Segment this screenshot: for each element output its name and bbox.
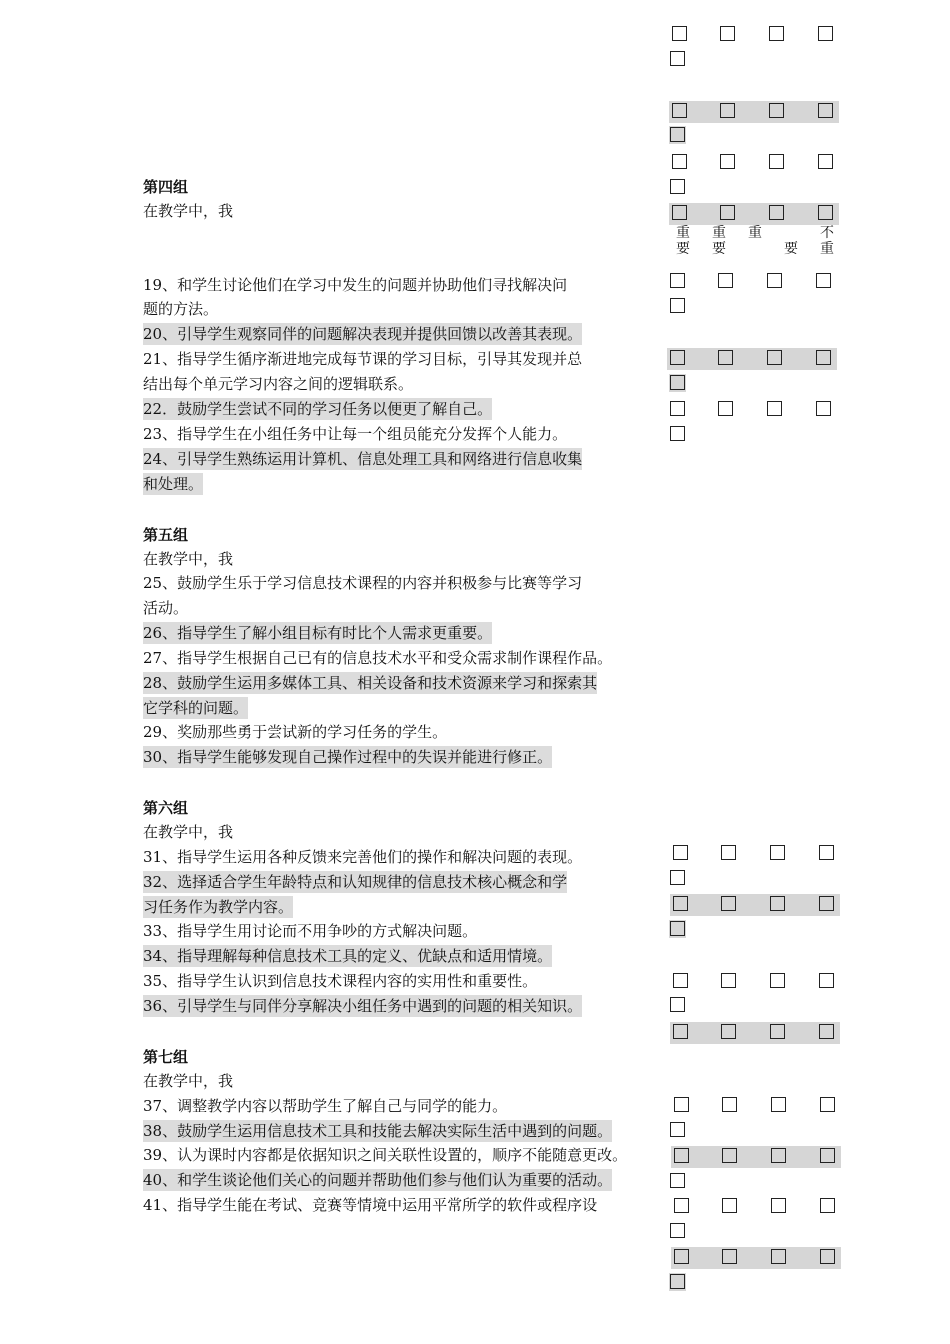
rating-row-wrapped: [669, 1121, 686, 1139]
group-7-title: 第七组: [143, 1048, 189, 1066]
rating-checkbox[interactable]: [771, 1097, 786, 1112]
scale-label: 重要: [676, 225, 690, 257]
rating-row: [669, 24, 839, 46]
question-28-cont: 它学科的问题。: [143, 699, 249, 717]
rating-row-wrapped: [669, 126, 686, 144]
rating-checkbox[interactable]: [771, 1148, 786, 1163]
group-4-title: 第四组: [143, 178, 189, 196]
rating-checkbox[interactable]: [770, 896, 785, 911]
rating-checkbox[interactable]: [816, 273, 831, 288]
question-29: 29、奖励那些勇于尝试新的学习任务的学生。: [143, 723, 448, 741]
question-33: 33、指导学生用讨论而不用争吵的方式解决问题。: [143, 922, 478, 940]
rating-checkbox[interactable]: [767, 350, 782, 365]
rating-checkbox[interactable]: [670, 997, 685, 1012]
rating-row: [669, 152, 839, 174]
rating-checkbox[interactable]: [769, 205, 784, 220]
rating-checkbox[interactable]: [820, 1148, 835, 1163]
rating-checkbox[interactable]: [670, 1122, 685, 1137]
rating-checkbox[interactable]: [672, 26, 687, 41]
group-7-prompt: 在教学中，我: [143, 1072, 234, 1090]
rating-row-wrapped: [669, 374, 686, 392]
rating-checkbox[interactable]: [673, 896, 688, 911]
question-39: 39、认为课时内容都是依据知识之间关联性设置的，顺序不能随意更改。: [143, 1146, 628, 1164]
rating-row-wrapped: [669, 1222, 686, 1240]
rating-checkbox[interactable]: [818, 103, 833, 118]
question-23: 23、指导学生在小组任务中让每一个组员能充分发挥个人能力。: [143, 425, 568, 443]
rating-checkbox[interactable]: [819, 896, 834, 911]
rating-row: [667, 348, 837, 370]
rating-row-wrapped: [669, 297, 686, 315]
rating-row-wrapped: [669, 869, 686, 887]
rating-row: [670, 843, 840, 865]
rating-checkbox[interactable]: [670, 127, 685, 142]
rating-row: [671, 1196, 841, 1218]
rating-row: [671, 1146, 841, 1168]
question-21: 21、指导学生循序渐进地完成每节课的学习目标，引导其发现并总: [143, 350, 583, 368]
rating-checkbox[interactable]: [718, 401, 733, 416]
rating-row: [669, 101, 839, 123]
question-19: 19、和学生讨论他们在学习中发生的问题并协助他们寻找解决问: [143, 276, 568, 294]
question-19-cont: 题的方法。: [143, 300, 219, 318]
rating-checkbox[interactable]: [674, 1249, 689, 1264]
rating-checkbox[interactable]: [820, 1249, 835, 1264]
rating-checkbox[interactable]: [674, 1148, 689, 1163]
question-32-cont: 习任务作为教学内容。: [143, 898, 294, 916]
rating-checkbox[interactable]: [670, 51, 685, 66]
question-37: 37、调整教学内容以帮助学生了解自己与同学的能力。: [143, 1097, 508, 1115]
scale-label: 重: [748, 225, 762, 241]
question-24-cont: 和处理。: [143, 475, 204, 493]
rating-checkbox[interactable]: [674, 1198, 689, 1213]
rating-checkbox[interactable]: [767, 273, 782, 288]
question-41: 41、指导学生能在考试、竞赛等情境中运用平常所学的软件或程序设: [143, 1196, 598, 1214]
rating-checkbox[interactable]: [816, 401, 831, 416]
rating-checkbox[interactable]: [720, 103, 735, 118]
question-24: 24、引导学生熟练运用计算机、信息处理工具和网络进行信息收集: [143, 450, 583, 468]
rating-row-wrapped: [669, 920, 686, 938]
question-30: 30、指导学生能够发现自己操作过程中的失误并能进行修正。: [143, 748, 553, 766]
rating-checkbox[interactable]: [670, 870, 685, 885]
rating-checkbox[interactable]: [670, 179, 685, 194]
rating-checkbox[interactable]: [816, 350, 831, 365]
rating-checkbox[interactable]: [720, 205, 735, 220]
question-32: 32、选择适合学生年龄特点和认知规律的信息技术核心概念和学: [143, 873, 568, 891]
rating-checkbox[interactable]: [670, 1173, 685, 1188]
question-40: 40、和学生谈论他们关心的问题并帮助他们参与他们认为重要的活动。: [143, 1171, 613, 1189]
rating-checkbox[interactable]: [819, 1024, 834, 1039]
rating-row-wrapped: [669, 178, 686, 196]
rating-row: [671, 1247, 841, 1269]
rating-checkbox[interactable]: [722, 1148, 737, 1163]
question-31: 31、指导学生运用各种反馈来完善他们的操作和解决问题的表现。: [143, 848, 583, 866]
rating-checkbox[interactable]: [819, 845, 834, 860]
question-26: 26、指导学生了解小组目标有时比个人需求更重要。: [143, 624, 493, 642]
rating-row-wrapped: [669, 425, 686, 443]
rating-checkbox[interactable]: [820, 1198, 835, 1213]
rating-checkbox[interactable]: [674, 1097, 689, 1112]
rating-checkbox[interactable]: [670, 426, 685, 441]
rating-checkbox[interactable]: [771, 1249, 786, 1264]
rating-checkbox[interactable]: [718, 350, 733, 365]
question-38: 38、鼓励学生运用信息技术工具和技能去解决实际生活中遇到的问题。: [143, 1122, 613, 1140]
rating-row-wrapped: [669, 1273, 686, 1291]
rating-checkbox[interactable]: [721, 973, 736, 988]
group-5-title: 第五组: [143, 526, 189, 544]
rating-checkbox[interactable]: [672, 154, 687, 169]
rating-checkbox[interactable]: [767, 401, 782, 416]
rating-row: [671, 1095, 841, 1117]
rating-checkbox[interactable]: [771, 1198, 786, 1213]
rating-checkbox[interactable]: [670, 921, 685, 936]
rating-checkbox[interactable]: [770, 845, 785, 860]
rating-checkbox[interactable]: [673, 1024, 688, 1039]
group-6-title: 第六组: [143, 799, 189, 817]
rating-checkbox[interactable]: [673, 973, 688, 988]
rating-row: [667, 399, 837, 421]
rating-checkbox[interactable]: [670, 1274, 685, 1289]
rating-checkbox[interactable]: [818, 26, 833, 41]
question-25: 25、鼓励学生乐于学习信息技术课程的内容并积极参与比赛等学习: [143, 574, 583, 592]
group-6-prompt: 在教学中，我: [143, 823, 234, 841]
rating-checkbox[interactable]: [722, 1097, 737, 1112]
rating-row: [667, 271, 837, 293]
rating-checkbox[interactable]: [820, 1097, 835, 1112]
rating-checkbox[interactable]: [818, 205, 833, 220]
rating-checkbox[interactable]: [670, 273, 685, 288]
rating-row: [670, 1022, 840, 1044]
rating-row: [670, 971, 840, 993]
rating-checkbox[interactable]: [769, 103, 784, 118]
group-4-prompt: 在教学中，我: [143, 202, 234, 220]
rating-checkbox[interactable]: [670, 298, 685, 313]
rating-checkbox[interactable]: [672, 103, 687, 118]
rating-row-wrapped: [669, 50, 686, 68]
rating-checkbox[interactable]: [769, 154, 784, 169]
rating-checkbox[interactable]: [721, 896, 736, 911]
rating-checkbox[interactable]: [673, 845, 688, 860]
rating-checkbox[interactable]: [720, 26, 735, 41]
question-35: 35、指导学生认识到信息技术课程内容的实用性和重要性。: [143, 972, 538, 990]
question-21-cont: 结出每个单元学习内容之间的逻辑联系。: [143, 375, 414, 393]
scale-label: 重要: [712, 225, 726, 257]
rating-checkbox[interactable]: [818, 154, 833, 169]
rating-checkbox[interactable]: [670, 401, 685, 416]
rating-row-wrapped: [669, 996, 686, 1014]
question-36: 36、引导学生与同伴分享解决小组任务中遇到的问题的相关知识。: [143, 997, 583, 1015]
scale-label: 要: [784, 241, 798, 257]
question-28: 28、鼓励学生运用多媒体工具、相关设备和技术资源来学习和探索其: [143, 674, 598, 692]
rating-checkbox[interactable]: [670, 375, 685, 390]
rating-checkbox[interactable]: [670, 1223, 685, 1238]
rating-checkbox[interactable]: [770, 1024, 785, 1039]
rating-row: [670, 894, 840, 916]
rating-checkbox[interactable]: [718, 273, 733, 288]
rating-row: [669, 203, 839, 225]
question-22: 22．鼓励学生尝试不同的学习任务以便更了解自己。: [143, 400, 493, 418]
rating-checkbox[interactable]: [722, 1249, 737, 1264]
rating-checkbox[interactable]: [720, 154, 735, 169]
rating-row-wrapped: [669, 1172, 686, 1190]
rating-checkbox[interactable]: [770, 973, 785, 988]
question-34: 34、指导理解每种信息技术工具的定义、优缺点和适用情境。: [143, 947, 553, 965]
rating-checkbox[interactable]: [769, 26, 784, 41]
question-20: 20、引导学生观察同伴的问题解决表现并提供回馈以改善其表现。: [143, 325, 583, 343]
question-27: 27、指导学生根据自己已有的信息技术水平和受众需求制作课程作品。: [143, 649, 613, 667]
rating-checkbox[interactable]: [721, 1024, 736, 1039]
rating-checkbox[interactable]: [670, 350, 685, 365]
group-5-prompt: 在教学中，我: [143, 550, 234, 568]
scale-label: 不重: [820, 225, 834, 257]
rating-checkbox[interactable]: [819, 973, 834, 988]
rating-checkbox[interactable]: [672, 205, 687, 220]
question-25-cont: 活动。: [143, 599, 189, 617]
rating-checkbox[interactable]: [721, 845, 736, 860]
rating-checkbox[interactable]: [722, 1198, 737, 1213]
